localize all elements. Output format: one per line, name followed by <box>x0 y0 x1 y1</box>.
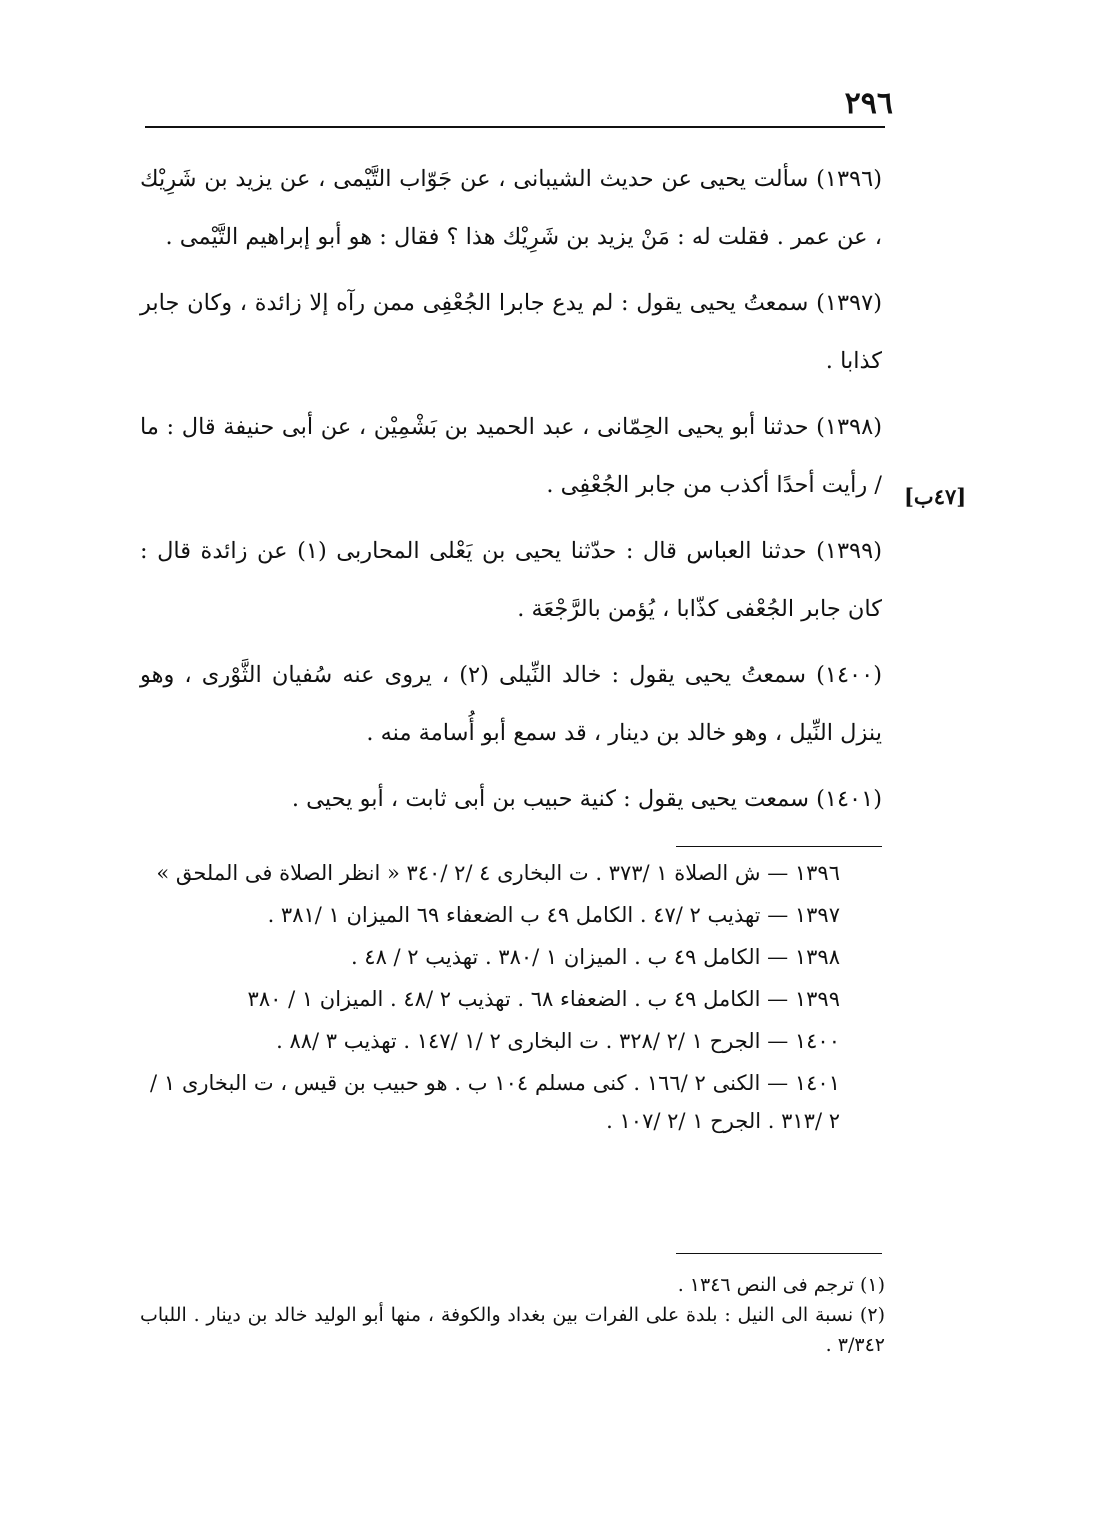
entry-1401: (١٤٠١) سمعت يحيى يقول : كنية حبيب بن أبى ثابت ، أبو يحيى . <box>291 786 882 812</box>
main-text <box>140 150 882 836</box>
note-1400: ١٤٠٠ — الجرح ١ /٢ /٣٢٨ . ت البخارى ٢ /١ /١٤٧ . تهذيب ٣ /٨٨ . <box>276 1029 840 1053</box>
notes-separator <box>676 846 882 847</box>
entry-1400: (١٤٠٠) سمعتُ يحيى يقول : خالد النِّيلى (٢) ، يروى عنه سُفيان الثَّوْرى ، وهو ينزل النِّيل ، وهو خالد بن دينار ، قد سمع أبو أُسامة منه . <box>140 662 882 746</box>
page-number: ٢٩٦ <box>844 86 893 121</box>
source-notes <box>150 854 840 1144</box>
entry-1396: (١٣٩٦) سألت يحيى عن حديث الشيبانى ، عن جَوّاب التَّيْمى ، عن يزيد بن شَرِيْك ، عن عمر . فقلت له : مَنْ يزيد بن شَرِيْك هذا ؟ فقال : هو أبو إبراهيم التَّيْمى . <box>140 166 882 250</box>
entry-1397: (١٣٩٧) سمعتُ يحيى يقول : لم يدع جابرا الجُعْفِى ممن رآه إلا زائدة ، وكان جابر كذابا . <box>140 290 882 374</box>
manuscript-folio-marker: [٤٧ب] <box>904 484 967 509</box>
footnotes-separator <box>676 1253 882 1254</box>
entry-1399: (١٣٩٩) حدثنا العباس قال : حدّثنا يحيى بن يَعْلى المحاربى (١) عن زائدة قال : كان جابر الجُعْفى كذّابا ، يُؤمن بالرَّجْعَة . <box>140 538 882 622</box>
note-1399: ١٣٩٩ — الكامل ٤٩ ب . الضعفاء ٦٨ . تهذيب ٢ /٤٨ . الميزان ١ / ٣٨٠ <box>247 987 840 1011</box>
footnote-2: (٢) نسبة الى النيل : بلدة على الفرات بين بغداد والكوفة ، منها أبو الوليد خالد بن دينار . اللباب ٣/٣٤٢ . <box>140 1304 885 1356</box>
note-1401: ١٤٠١ — الكنى ٢ /١٦٦ . كنى مسلم ١٠٤ ب . هو حبيب بن قيس ، ت البخارى ١ /٢ /٣١٣ . الجرح ١ /٢ /١٠٧ . <box>150 1071 840 1133</box>
footnote-1: (١) ترجم فى النص ١٣٤٦ . <box>677 1274 885 1296</box>
header-rule <box>145 126 885 128</box>
note-1398: ١٣٩٨ — الكامل ٤٩ ب . الميزان ١ /٣٨٠ . تهذيب ٢ / ٤٨ . <box>350 945 840 969</box>
entry-1398: (١٣٩٨) حدثنا أبو يحيى الحِمّانى ، عبد الحميد بن بَشْمِيْن ، عن أبى حنيفة قال : ما / رأيت أحدًا أكذب من جابر الجُعْفِى . <box>140 414 882 498</box>
note-1397: ١٣٩٧ — تهذيب ٢ /٤٧ . الكامل ٤٩ ب الضعفاء ٦٩ الميزان ١ /٣٨١ . <box>267 903 840 927</box>
footnotes <box>140 1270 885 1360</box>
note-1396: ١٣٩٦ — ش الصلاة ١ /٣٧٣ . ت البخارى ٤ /٢ /٣٤٠ « انظر الصلاة فى الملحق » <box>156 861 840 885</box>
